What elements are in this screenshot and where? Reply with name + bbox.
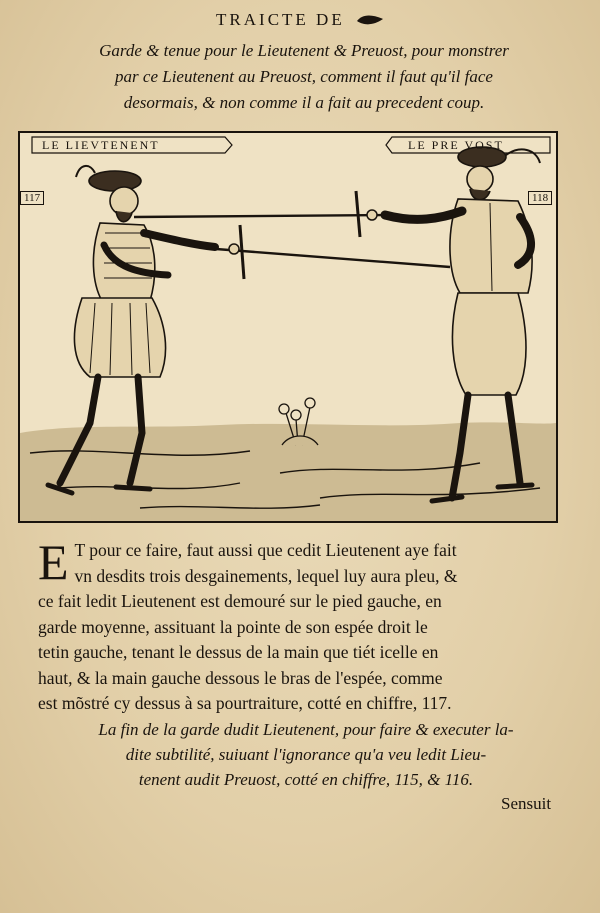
running-head-text: TRAICTE DE — [216, 10, 345, 29]
label-preuost: LE PRE VOST — [408, 138, 504, 152]
lieutenent-sword — [216, 225, 450, 279]
body-line: haut, & la main gauche dessous le bras de l'espée, comme — [38, 667, 443, 688]
body-line: est mõstré cy dessus à sa pourtraiture, cotté en chiffre, 117. — [38, 693, 452, 713]
italic-heading — [56, 717, 556, 792]
italic-line: dite subtilité, suiuant l'ignorance qu'a veu ledit Lieu- — [125, 745, 487, 764]
drop-capital: E — [38, 534, 69, 590]
body-line: vn desdits trois desgainements, lequel luy aura pleu, & — [74, 565, 458, 586]
body-paragraph — [38, 534, 548, 717]
label-lieutenent: LE LIEVTENENT — [42, 138, 160, 152]
woodcut-drawing — [20, 133, 556, 521]
figure-caption — [44, 38, 564, 116]
body-line: garde moyenne, assituant la pointe de son espée droit le — [38, 616, 428, 637]
caption-line: desormais, & non comme il a fait au precedent coup. — [123, 93, 485, 112]
body-line: T pour ce faire, faut aussi que cedit Lieutenent aye fait — [74, 540, 457, 560]
caption-line: par ce Lieutenent au Preuost, comment il faut qu'il face — [115, 67, 493, 86]
catchword: Sensuit — [501, 794, 552, 813]
leaf-ornament-icon — [356, 14, 384, 28]
italic-line: La fin de la garde dudit Lieutenent, pour faire & executer la- — [98, 720, 514, 739]
preuost-sword — [134, 191, 386, 237]
figure-number-left: 117 — [20, 191, 44, 205]
body-line: tetin gauche, tenant le dessus de la main que tiét icelle en — [38, 642, 439, 662]
caption-line: Garde & tenue pour le Lieutenent & Preuost, pour monstrer — [99, 41, 509, 60]
italic-line: tenent audit Preuost, cotté en chiffre, 115, & 116. — [138, 770, 474, 789]
figure-number-right: 118 — [528, 191, 552, 205]
woodcut-illustration — [18, 131, 558, 523]
running-head — [0, 10, 600, 30]
body-line: ce fait ledit Lieutenent est demouré sur le pied gauche, en — [38, 591, 442, 611]
